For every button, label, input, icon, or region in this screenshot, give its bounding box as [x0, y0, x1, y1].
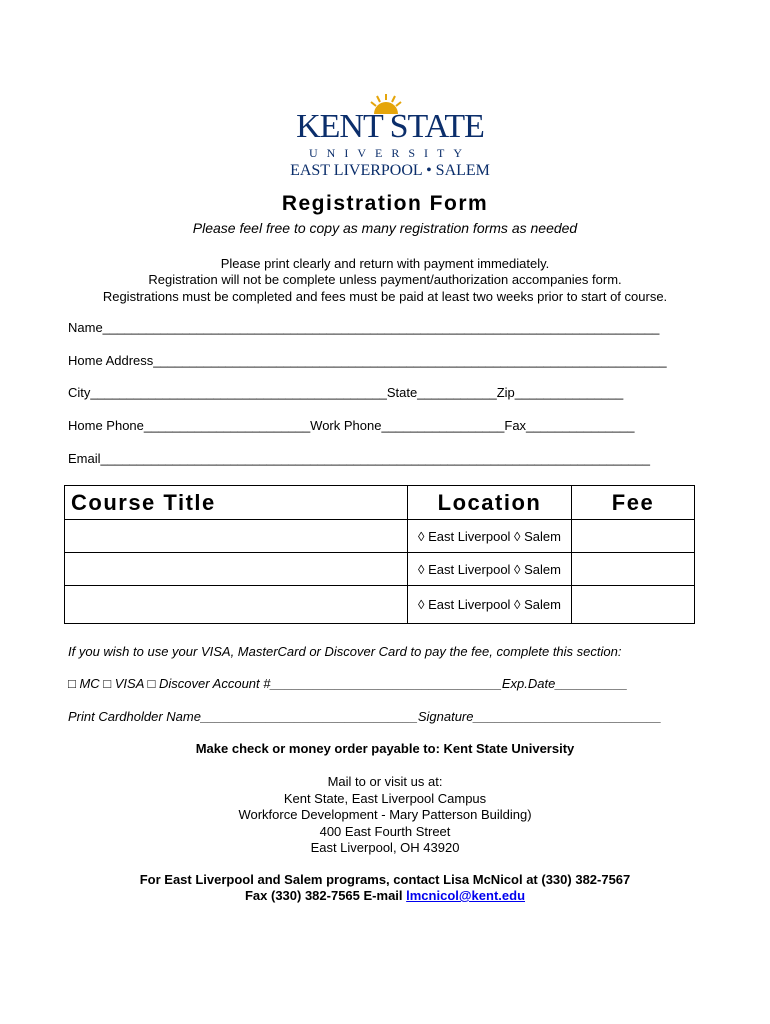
email-link[interactable]: lmcnicol@kent.edu — [406, 888, 526, 903]
kent-state-logo — [290, 94, 490, 186]
table-row — [65, 586, 695, 624]
fee-header: Fee — [572, 486, 695, 520]
course-title-cell[interactable] — [65, 553, 408, 586]
mail-line: Kent State, East Liverpool Campus — [283, 791, 487, 806]
fee-cell[interactable] — [572, 553, 695, 586]
course-table — [64, 485, 695, 624]
contact-line: For East Liverpool and Salem programs, contact Lisa McNicol at (330) 382-7567 — [139, 872, 631, 887]
cardholder-line[interactable]: Print Cardholder Name______________________________Signature__________________________ — [68, 709, 662, 724]
fee-cell[interactable] — [572, 520, 695, 553]
city-state-zip-field[interactable]: City_________________________________________State___________Zip_______________ — [68, 385, 624, 400]
mail-line: Workforce Development - Mary Patterson Building) — [238, 807, 532, 822]
home-address-field[interactable]: Home Address_______________________________________________________________________ — [68, 353, 667, 368]
fee-cell[interactable] — [572, 586, 695, 624]
table-row — [65, 553, 695, 586]
logo-university: UNIVERSITY — [309, 146, 471, 160]
logo-campus: EAST LIVERPOOL • SALEM — [290, 162, 490, 179]
mail-line: 400 East Fourth Street — [319, 824, 451, 839]
page-title: Registration Form — [281, 192, 489, 215]
location-options[interactable]: ◊ East Liverpool ◊ Salem — [408, 520, 572, 553]
payment-intro: If you wish to use your VISA, MasterCard or Discover Card to pay the fee, complete this section: — [68, 644, 622, 659]
mail-line: Mail to or visit us at: — [327, 774, 443, 789]
instruction-line: Registration will not be complete unless payment/authorization accompanies form. — [148, 272, 622, 287]
instruction-line: Registrations must be completed and fees must be paid at least two weeks prior to start of course. — [102, 289, 668, 304]
location-options[interactable]: ◊ East Liverpool ◊ Salem — [408, 553, 572, 586]
table-row — [65, 520, 695, 553]
name-field[interactable]: Name_____________________________________________________________________________ — [68, 320, 660, 335]
email-field[interactable]: Email____________________________________________________________________________ — [68, 451, 650, 466]
logo-kent-state: KENT STATE — [296, 108, 484, 145]
course-title-header: Course Title — [65, 486, 408, 520]
instruction-line: Please print clearly and return with payment immediately. — [220, 256, 550, 271]
card-type-line[interactable]: □ MC □ VISA □ Discover Account #________________________________Exp.Date__________ — [68, 676, 628, 691]
course-title-cell[interactable] — [65, 586, 408, 624]
location-header: Location — [408, 486, 572, 520]
phone-fax-field[interactable]: Home Phone_______________________Work Phone_________________Fax_______________ — [68, 418, 635, 433]
contact-fax-line — [0, 888, 770, 903]
course-title-cell[interactable] — [65, 520, 408, 553]
fax-text: Fax (330) 382-7565 E-mail — [244, 888, 407, 903]
payable-note: Make check or money order payable to: Kent State University — [195, 741, 575, 756]
page-subtitle: Please feel free to copy as many registration forms as needed — [192, 220, 578, 236]
location-options[interactable]: ◊ East Liverpool ◊ Salem — [408, 586, 572, 624]
mail-line: East Liverpool, OH 43920 — [310, 840, 460, 855]
